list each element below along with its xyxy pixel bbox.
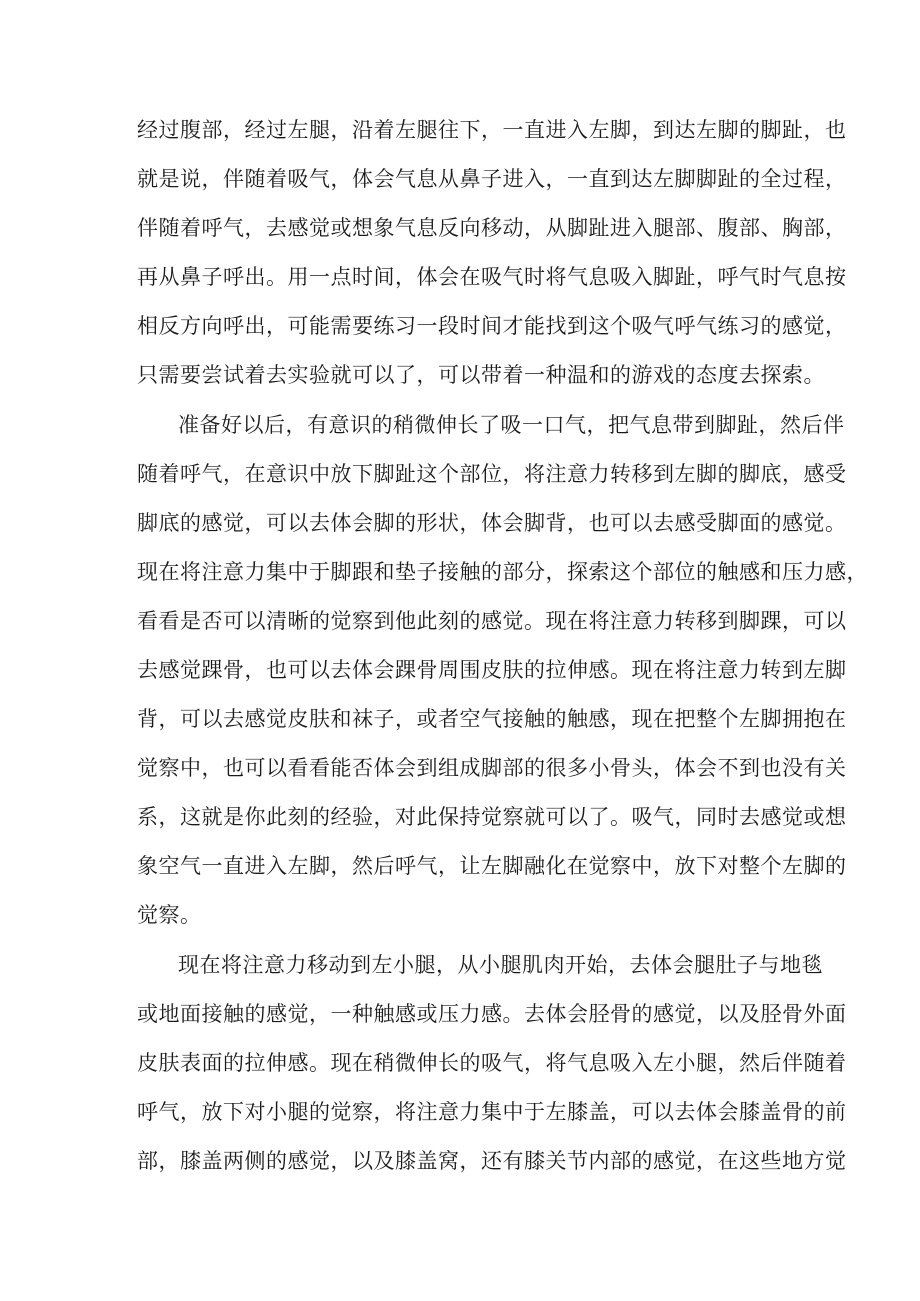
text-line: 脚底的感觉，可以去体会脚的形状，体会脚背，也可以去感受脚面的感觉。	[137, 511, 847, 535]
text-line: 皮肤表面的拉伸感。现在稍微伸长的吸气，将气息吸入左小腿，然后伴随着	[137, 1051, 847, 1075]
text-line: 相反方向呼出，可能需要练习一段时间才能找到这个吸气呼气练习的感觉，	[137, 314, 847, 338]
text-line: 经过腹部，经过左腿，沿着左腿往下，一直进入左脚，到达左脚的脚趾，也	[137, 118, 847, 142]
text-line: 呼气，放下对小腿的觉察，将注意力集中于左膝盖，可以去体会膝盖骨的前	[137, 1100, 847, 1124]
text-line: 准备好以后，有意识的稍微伸长了吸一口气，把气息带到脚趾，然后伴	[178, 413, 845, 437]
text-line: 系，这就是你此刻的经验，对此保持觉察就可以了。吸气，同时去感觉或想	[137, 805, 847, 829]
text-line: 现在将注意力移动到左小腿，从小腿肌肉开始，去体会腿肚子与地毯	[178, 953, 823, 977]
text-line: 或地面接触的感觉，一种触感或压力感。去体会胫骨的感觉，以及胫骨外面	[137, 1002, 847, 1026]
text-line: 觉察。	[137, 903, 202, 927]
text-line: 去感觉踝骨，也可以去体会踝骨周围皮肤的拉伸感。现在将注意力转到左脚	[137, 658, 847, 682]
text-line: 随着呼气，在意识中放下脚趾这个部位，将注意力转移到左脚的脚底，感受	[137, 462, 847, 486]
text-line: 伴随着呼气，去感觉或想象气息反向移动，从脚趾进入腿部、腹部、胸部，	[137, 216, 847, 240]
text-line: 就是说，伴随着吸气，体会气息从鼻子进入，一直到达左脚脚趾的全过程，	[137, 167, 847, 191]
text-line: 再从鼻子呼出。用一点时间，体会在吸气时将气息吸入脚趾，呼气时气息按	[137, 265, 847, 289]
text-line: 现在将注意力集中于脚跟和垫子接触的部分，探索这个部位的触感和压力感，	[137, 560, 868, 584]
text-line: 部，膝盖两侧的感觉，以及膝盖窝，还有膝关节内部的感觉，在这些地方觉	[137, 1149, 847, 1173]
text-line: 背，可以去感觉皮肤和袜子，或者空气接触的触感，现在把整个左脚拥抱在	[137, 707, 847, 731]
text-line: 象空气一直进入左脚，然后呼气，让左脚融化在觉察中，放下对整个左脚的	[137, 854, 847, 878]
text-line: 看看是否可以清晰的觉察到他此刻的感觉。现在将注意力转移到脚踝，可以	[137, 609, 847, 633]
text-line: 觉察中，也可以看看能否体会到组成脚部的很多小骨头，体会不到也没有关	[137, 756, 847, 780]
text-line: 只需要尝试着去实验就可以了，可以带着一种温和的游戏的态度去探索。	[137, 363, 825, 387]
